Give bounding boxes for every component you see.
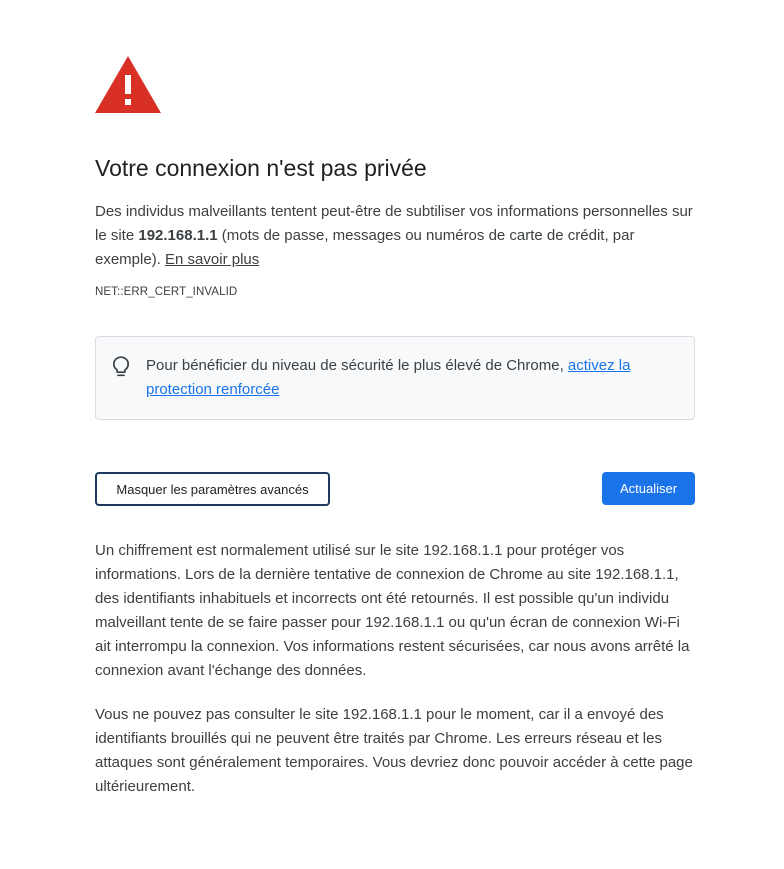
error-code: NET::ERR_CERT_INVALID: [95, 286, 238, 298]
page-title: Votre connexion n'est pas privée: [95, 155, 427, 181]
enhanced-protection-link[interactable]: activez la protection renforcée: [146, 357, 631, 398]
lightbulb-icon: [112, 356, 130, 378]
details-paragraph-1: Un chiffrement est normalement utilisé sur le site 192.168.1.1 pour protéger vos informations. Lors de la dernière tentative de connexion de Chrome au site 192.168.1.1, des identifiants inhabituels et incorrects ont été retournés. Il est possible qu'un individu malveillant tente de se faire passer pour 192.168.1.1 ou qu'un écran de connexion Wi-Fi ait interrompu la connexion. Vos informations restent sécurisées, car nous avons arrêté la connexion avant l'échange des données.: [95, 542, 690, 679]
intro-text-end: (mots de passe, messages ou numéros de carte de crédit, par exemple).: [95, 227, 635, 268]
reload-button[interactable]: Actualiser: [602, 472, 695, 505]
advanced-details: [95, 539, 695, 799]
intro-text-start: Des individus malveillants tentent peut-être de subtiliser vos informations personnelles sur le site: [95, 203, 693, 244]
hide-advanced-button[interactable]: Masquer les paramètres avancés: [95, 472, 330, 506]
button-row: [95, 472, 695, 505]
enhanced-protection-text: [146, 354, 674, 402]
details-paragraph-2: Vous ne pouvez pas consulter le site 192.168.1.1 pour le moment, car il a envoyé des identifiants brouillés qui ne peuvent être traités par Chrome. Les erreurs réseau et les attaques sont généralement temporaires. Vous devriez donc pouvoir accéder à cette page ultérieurement.: [95, 706, 693, 795]
enhanced-protection-banner: [95, 336, 695, 420]
host-name: 192.168.1.1: [138, 227, 218, 244]
learn-more-link[interactable]: En savoir plus: [165, 251, 260, 268]
interstitial-page: [95, 56, 695, 819]
warning-triangle-icon: [95, 56, 161, 113]
intro-text: [95, 200, 695, 272]
enhanced-protection-label: Pour bénéficier du niveau de sécurité le plus élevé de Chrome,: [146, 357, 568, 374]
